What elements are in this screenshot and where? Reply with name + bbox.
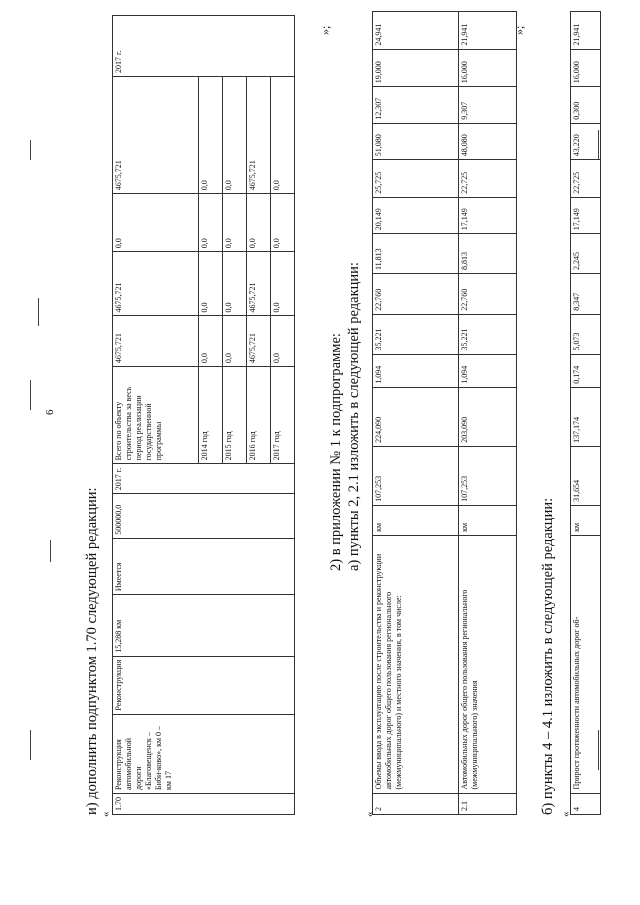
value-cell: 16,000 bbox=[459, 49, 517, 87]
value-cell: 107,253 bbox=[373, 446, 459, 505]
section-i-heading: и) дополнить подпунктом 1.70 следующей редакции: bbox=[84, 487, 100, 815]
indicator-name: Автомобильных дорог общего пользования регионального (межмуниципального) значения bbox=[459, 535, 517, 793]
value-cell: 25,725 bbox=[373, 160, 459, 198]
breakdown-value: 0,0 bbox=[271, 316, 295, 367]
value-cell: 21,941 bbox=[459, 12, 517, 50]
value-cell: 9,307 bbox=[459, 87, 517, 124]
breakdown-label: Всего по объекту строительства за весь период реализации государственной программы bbox=[113, 367, 199, 464]
cost: 500000,0 bbox=[113, 494, 295, 539]
breakdown-value: 4675,721 bbox=[113, 252, 199, 316]
section-b-heading: б) пункты 4 – 4.1 изложить в следующей редакции: bbox=[540, 497, 556, 815]
value-cell: 107,253 bbox=[459, 446, 517, 505]
value-cell: 31,654 bbox=[571, 446, 601, 505]
indicator-name: Прирост протяженности автомобильных дорог об- bbox=[571, 535, 601, 793]
value-cell: 8,813 bbox=[459, 234, 517, 274]
breakdown-value: 0,0 bbox=[199, 252, 223, 316]
value-cell: 20,149 bbox=[373, 197, 459, 234]
value-cell: 8,347 bbox=[571, 274, 601, 315]
breakdown-label: 2017 год bbox=[271, 367, 295, 464]
capacity: 15,288 км bbox=[113, 595, 295, 657]
value-cell: 22,725 bbox=[571, 160, 601, 198]
value-cell: 0,300 bbox=[571, 87, 601, 124]
breakdown-value: 0,0 bbox=[223, 194, 247, 252]
breakdown-value: 4675,721 bbox=[113, 76, 199, 193]
object-name: Реконструкция автомобильной дороги «Благовещенск – Биби-ково», км 0 – км 17 bbox=[113, 714, 295, 793]
value-cell: 0,174 bbox=[571, 354, 601, 387]
value-cell: 35,221 bbox=[373, 314, 459, 354]
breakdown-value: 0,0 bbox=[271, 252, 295, 316]
value-cell: 17,149 bbox=[571, 197, 601, 234]
unit: км bbox=[459, 505, 517, 535]
value-cell: 12,307 bbox=[373, 87, 459, 124]
value-cell: 17,149 bbox=[459, 197, 517, 234]
close-quote: »; bbox=[512, 25, 526, 35]
breakdown-value: 0,0 bbox=[223, 316, 247, 367]
table-1-70 bbox=[112, 15, 295, 815]
breakdown-value: 0,0 bbox=[271, 194, 295, 252]
unit: км bbox=[373, 505, 459, 535]
value-cell: 137,174 bbox=[571, 387, 601, 446]
final-year: 2017 г. bbox=[113, 16, 295, 77]
breakdown-value: 0,0 bbox=[199, 76, 223, 193]
value-cell: 224,090 bbox=[373, 387, 459, 446]
value-cell: 22,760 bbox=[459, 274, 517, 315]
value-cell: 51,080 bbox=[373, 123, 459, 160]
breakdown-value: 4675,721 bbox=[247, 252, 271, 316]
open-quote: « bbox=[100, 811, 112, 817]
page-number: 6 bbox=[44, 409, 56, 415]
value-cell: 22,725 bbox=[459, 160, 517, 198]
value-cell: 5,073 bbox=[571, 314, 601, 354]
breakdown-label: 2016 год bbox=[247, 367, 271, 464]
breakdown-value: 0,0 bbox=[247, 194, 271, 252]
breakdown-value: 0,0 bbox=[223, 76, 247, 193]
table-4-4-1 bbox=[570, 11, 601, 815]
value-cell: 1,094 bbox=[459, 354, 517, 387]
value-cell: 11,813 bbox=[373, 234, 459, 274]
value-cell: 35,221 bbox=[459, 314, 517, 354]
value-cell: 2,245 bbox=[571, 234, 601, 274]
close-quote: »; bbox=[318, 25, 332, 35]
year: 2017 г. bbox=[113, 464, 295, 494]
breakdown-value: 4675,721 bbox=[247, 316, 271, 367]
value-cell: 19,000 bbox=[373, 49, 459, 87]
value-cell: 48,080 bbox=[459, 123, 517, 160]
value-cell: 21,941 bbox=[571, 12, 601, 50]
value-cell: 16,000 bbox=[571, 49, 601, 87]
project-status: Имеется bbox=[113, 538, 295, 594]
breakdown-value: 4675,721 bbox=[247, 76, 271, 193]
unit: км bbox=[571, 505, 601, 535]
breakdown-value: 0,0 bbox=[199, 316, 223, 367]
open-quote: « bbox=[560, 811, 572, 817]
open-quote: « bbox=[364, 811, 376, 817]
value-cell: 22,760 bbox=[373, 274, 459, 315]
breakdown-value: 0,0 bbox=[113, 194, 199, 252]
indicator-name: Объемы ввода в эксплуатацию после строительства и реконструкции автомобильных дорог общего пользования регионального (межмуниципального) и местного значения, в том числе: bbox=[373, 535, 459, 793]
breakdown-label: 2015 год bbox=[223, 367, 247, 464]
breakdown-value: 0,0 bbox=[271, 76, 295, 193]
breakdown-value: 4675,721 bbox=[113, 316, 199, 367]
section-2-heading: 2) в приложении № 1 к подпрограмме: bbox=[328, 333, 344, 571]
breakdown-label: 2014 год bbox=[199, 367, 223, 464]
value-cell: 203,090 bbox=[459, 387, 517, 446]
row-number: 2.1 bbox=[459, 793, 517, 814]
value-cell: 24,941 bbox=[373, 12, 459, 50]
breakdown-value: 0,0 bbox=[199, 194, 223, 252]
row-number: 2 bbox=[373, 793, 459, 814]
value-cell: 43,220 bbox=[571, 123, 601, 160]
row-number: 1.70 bbox=[113, 794, 295, 815]
work-type: Реконструкция bbox=[113, 656, 295, 714]
table-2-2-1 bbox=[372, 11, 517, 815]
value-cell: 1,094 bbox=[373, 354, 459, 387]
row-number: 4 bbox=[571, 793, 601, 814]
breakdown-value: 0,0 bbox=[223, 252, 247, 316]
section-2a-heading: а) пункты 2, 2.1 изложить в следующей редакции: bbox=[346, 262, 362, 571]
